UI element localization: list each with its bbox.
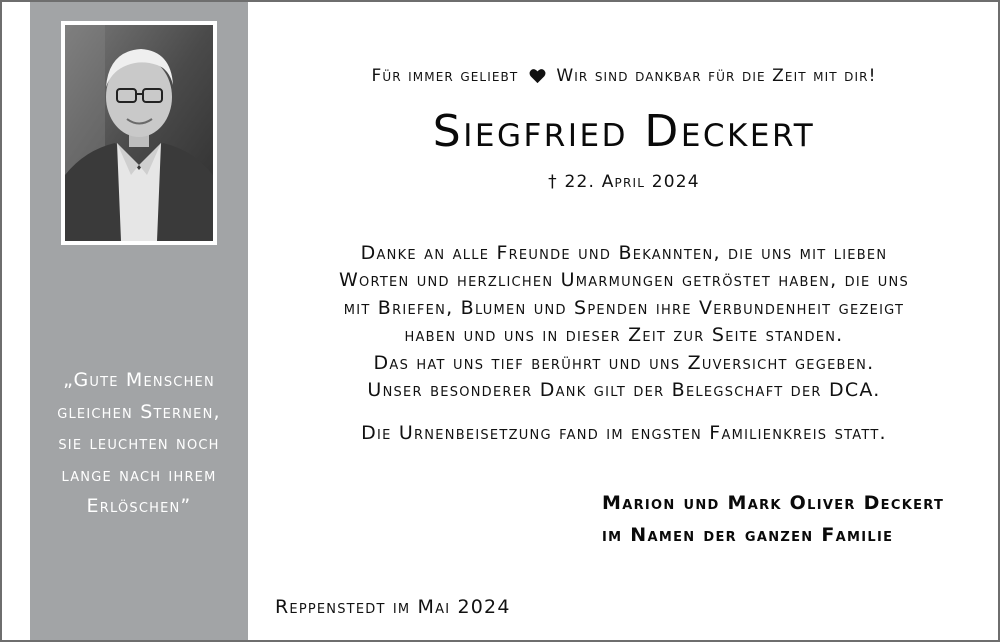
death-date: † 22. April 2024: [548, 172, 700, 192]
message-line: haben und uns in dieser Zeit zur Seite standen.: [404, 324, 844, 347]
family-signature: [602, 488, 944, 551]
message-line: mit Briefen, Blumen und Spenden ihre Verbundenheit gezeigt: [343, 296, 905, 319]
obituary-content: [248, 2, 1000, 642]
quote-line: sie leuchten noch: [58, 432, 220, 454]
portrait-frame: [61, 21, 217, 245]
quote-line: Erlöschen”: [86, 495, 192, 517]
quote-line: „Gute Menschen: [63, 369, 215, 391]
dedication-right: Wir sind dankbar für die Zeit mit dir!: [556, 66, 877, 86]
portrait-photo: [65, 25, 213, 241]
quote-line: gleichen Sternen,: [57, 400, 221, 423]
thank-you-message: [248, 240, 1000, 404]
message-line: Worten und herzlichen Umarmungen getröstet haben, die uns: [338, 269, 910, 292]
dedication-left: Für immer geliebt: [371, 66, 519, 86]
message-line: Danke an alle Freunde und Bekannten, die uns mit lieben: [360, 242, 888, 264]
header-dedication: [248, 66, 1000, 89]
urn-burial-note: Die Urnenbeisetzung fand im engsten Familienkreis statt.: [361, 422, 887, 444]
memorial-quote: [30, 365, 248, 523]
quote-line: lange nach ihrem: [61, 463, 217, 486]
place-and-date: Reppenstedt im Mai 2024: [275, 596, 511, 618]
message-line: Unser besonderer Dank gilt der Belegschaft der DCA.: [367, 379, 881, 402]
signature-family: im Namen der ganzen Familie: [602, 523, 894, 546]
message-line: Das hat uns tief berührt und uns Zuversicht gegeben.: [373, 351, 875, 374]
sidebar-panel: [30, 2, 248, 642]
signature-names: Marion und Mark Oliver Deckert: [602, 492, 945, 514]
heart-icon: [529, 68, 546, 89]
deceased-name: Siegfried Deckert: [432, 106, 816, 157]
